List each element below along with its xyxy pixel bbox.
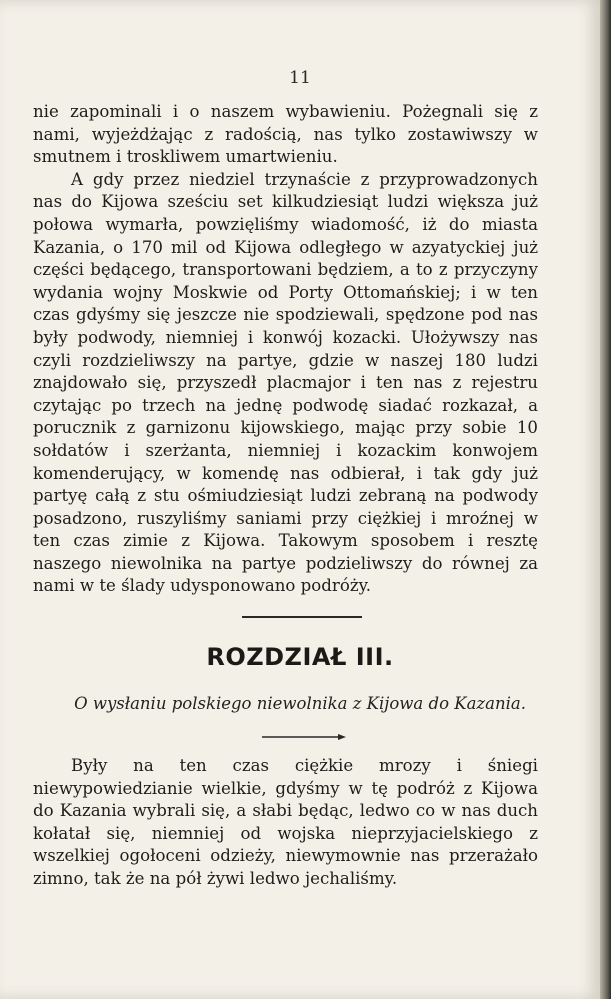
ornament-divider <box>262 734 348 740</box>
page-number: 11 <box>289 68 311 88</box>
page-edge <box>600 0 611 999</box>
chapter-title: ROZDZIAŁ III. <box>206 643 394 671</box>
paragraph: nie zapominali i o naszem wybawieniu. Pożegnali się z nami, wyjeżdżając z radością, nas tylko zostawiwszy w smutnem i troskliwem umartwieniu. <box>33 102 538 167</box>
paragraph: A gdy przez niedziel trzynaście z przyprowadzonych nas do Kijowa sześciu set kilkudziesiąt ludzi większa już połowa wymarła, powzięliśmy wiadomość, iż do miasta Kazania, o 170 mil od Kijowa odległego w azyatyckiej już części będącego, transportowani będziem, a to z przyczyny wydania wojny Moskwie od Porty Ottomańskiej; i w ten czas gdyśmy się jeszcze nie spodziewali, spędzone pod nas były podwody, niemniej i konwój kozacki. Ułożywszy nas czyli rozdzieliwszy na partye, gdzie w naszej 180 ludzi znajdowało się, przyszedł placmajor i ten nas z rejestru czytając po trzech na jednę podwodę siadać rozkazał, a porucznik z garnizonu kijowskiego, mając przy sobie 10 sołdatów i szerżanta, niemniej i kozackim konwojem komenderujący, w komendę nas odbierał, i tak gdy już partyę całą z stu ośmiudziesiąt ludzi zebraną na podwody posadzono, ruszyliśmy saniami przy ciężkiej i mroźnej w ten czas zimie z Kijowa. Takowym sposobem i resztę naszego niewolnika na partye podzieliwszy do równej za nami w te ślady udysponowano podróży. <box>33 169 538 596</box>
chapter-subtitle: O wysłaniu polskiego niewolnika z Kijowa do Kazania. <box>74 694 526 713</box>
section-divider <box>242 616 362 618</box>
paragraph: Były na ten czas ciężkie mrozy i śniegi niewypowiedzianie wielkie, gdyśmy w tę podróż z Kijowa do Kazania wybrali się, a słabi będąc, ledwo co w nas duch kołatał się, niemniej od wojska nieprzyjacielskiego z wszelkiej ogołoceni odzieży, niewymownie nas przerażało zimno, tak że na pół żywi ledwo jechaliśmy. <box>33 756 538 888</box>
text-block-top <box>33 101 538 598</box>
text-block-bottom <box>33 755 538 891</box>
